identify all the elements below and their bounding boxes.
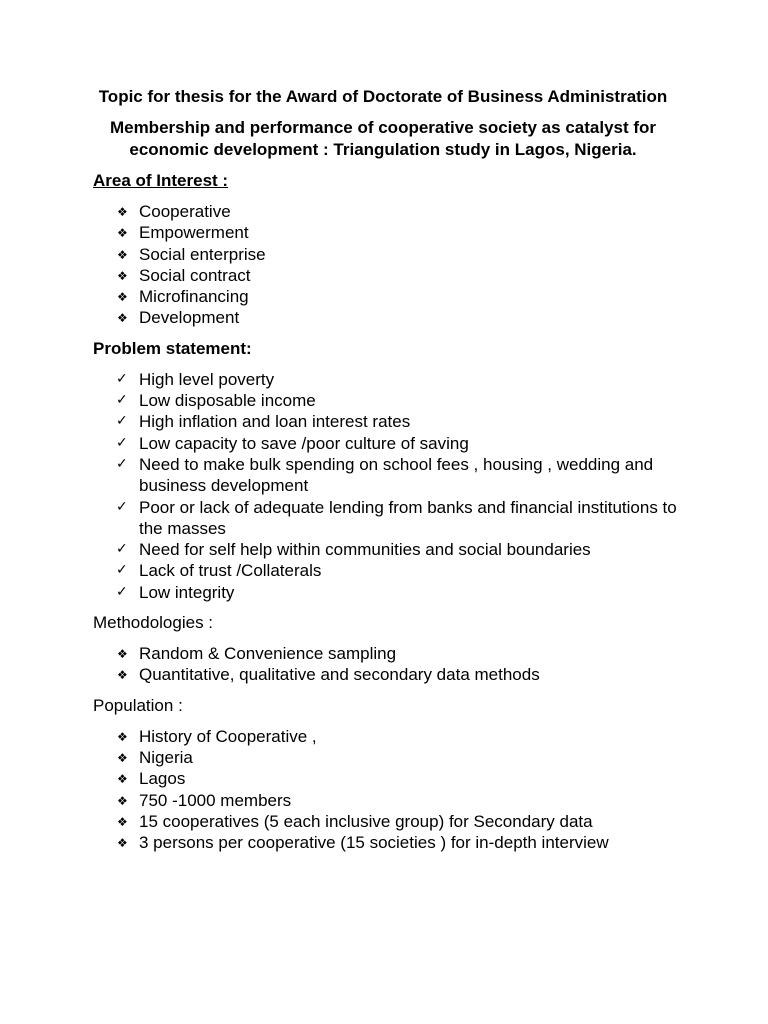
list-item-text: Quantitative, qualitative and secondary data methods: [139, 665, 540, 685]
list-item: [93, 747, 683, 768]
list-item-text: Microfinancing: [139, 287, 249, 307]
list-item: [93, 454, 683, 497]
population-heading: Population :: [93, 695, 183, 715]
list-item: [93, 411, 683, 432]
list-item-text: Nigeria: [139, 747, 193, 767]
list-item-text: Lagos: [139, 769, 186, 789]
list-item: [93, 265, 683, 286]
list-item: [93, 244, 683, 265]
methodologies-heading: Methodologies :: [93, 613, 214, 633]
list-item: [93, 369, 683, 390]
diamond-bullet-icon: ❖: [117, 793, 128, 808]
list-item-text: Social enterprise: [139, 244, 266, 264]
checkmark-icon: ✓: [116, 434, 128, 451]
list-item-text: Random & Convenience sampling: [139, 644, 397, 664]
list-item: [93, 560, 683, 581]
problem-list: [93, 369, 683, 603]
list-item-text: Low integrity: [139, 582, 235, 602]
diamond-bullet-icon: ❖: [117, 836, 128, 851]
document-title: Topic for thesis for the Award of Doctorate of Business Administration: [98, 87, 668, 106]
list-item-text: Low disposable income: [139, 391, 316, 411]
diamond-bullet-icon: ❖: [117, 205, 128, 219]
checkmark-icon: ✓: [116, 498, 128, 515]
checkmark-icon: ✓: [116, 455, 128, 472]
interest-heading: Area of Interest :: [93, 171, 229, 190]
diamond-bullet-icon: ❖: [117, 729, 128, 744]
list-item-text: Need to make bulk spending on school fees , housing , wedding and business development: [139, 454, 654, 496]
list-item-text: History of Cooperative ,: [139, 726, 317, 746]
interest-list: [93, 201, 683, 329]
list-item: [93, 664, 683, 685]
list-item-text: Development: [139, 308, 240, 328]
list-item: [93, 497, 683, 540]
list-item: [93, 726, 683, 747]
diamond-bullet-icon: ❖: [117, 290, 128, 305]
document-page: [93, 86, 683, 853]
diamond-bullet-icon: ❖: [117, 772, 128, 787]
diamond-bullet-icon: ❖: [117, 268, 128, 283]
document-subtitle: Membership and performance of cooperative society as catalyst for economic development : Triangulation study in Lagos, Nigeria.: [109, 118, 657, 159]
diamond-bullet-icon: ❖: [117, 750, 128, 765]
list-item: [93, 433, 683, 454]
list-item: [93, 832, 683, 853]
diamond-bullet-icon: ❖: [117, 814, 128, 829]
list-item-text: Cooperative: [139, 202, 231, 221]
list-item-text: High level poverty: [139, 369, 275, 389]
diamond-bullet-icon: ❖: [117, 311, 128, 326]
checkmark-icon: ✓: [116, 370, 128, 387]
methodologies-list: [93, 643, 683, 686]
list-item-text: Need for self help within communities and social boundaries: [139, 540, 591, 560]
list-item: [93, 790, 683, 811]
list-item: [93, 768, 683, 789]
list-item: [93, 811, 683, 832]
problem-heading: Problem statement:: [93, 338, 252, 358]
list-item: [93, 582, 683, 603]
list-item-text: Social contract: [139, 265, 251, 285]
checkmark-icon: ✓: [116, 562, 128, 579]
list-item-text: Lack of trust /Collaterals: [139, 561, 322, 581]
list-item: [93, 286, 683, 307]
list-item-text: 3 persons per cooperative (15 societies ) for in-depth interview: [139, 833, 609, 853]
list-item: [93, 307, 683, 328]
list-item-text: Empowerment: [139, 223, 249, 243]
checkmark-icon: ✓: [116, 392, 128, 409]
list-item: [93, 539, 683, 560]
checkmark-icon: ✓: [116, 413, 128, 430]
diamond-bullet-icon: ❖: [117, 247, 128, 262]
list-item: [93, 390, 683, 411]
diamond-bullet-icon: ❖: [117, 668, 128, 683]
list-item-text: Low capacity to save /poor culture of saving: [139, 433, 469, 453]
diamond-bullet-icon: ❖: [117, 647, 128, 662]
list-item: [93, 201, 683, 222]
list-item-text: Poor or lack of adequate lending from banks and financial institutions to the masses: [139, 497, 677, 538]
list-item-text: 15 cooperatives (5 each inclusive group) for Secondary data: [139, 811, 593, 831]
diamond-bullet-icon: ❖: [117, 226, 128, 241]
list-item-text: 750 -1000 members: [139, 790, 292, 810]
population-list: [93, 726, 683, 854]
checkmark-icon: ✓: [116, 541, 128, 558]
list-item: [93, 643, 683, 664]
list-item: [93, 222, 683, 243]
checkmark-icon: ✓: [116, 583, 128, 600]
list-item-text: High inflation and loan interest rates: [139, 412, 411, 432]
